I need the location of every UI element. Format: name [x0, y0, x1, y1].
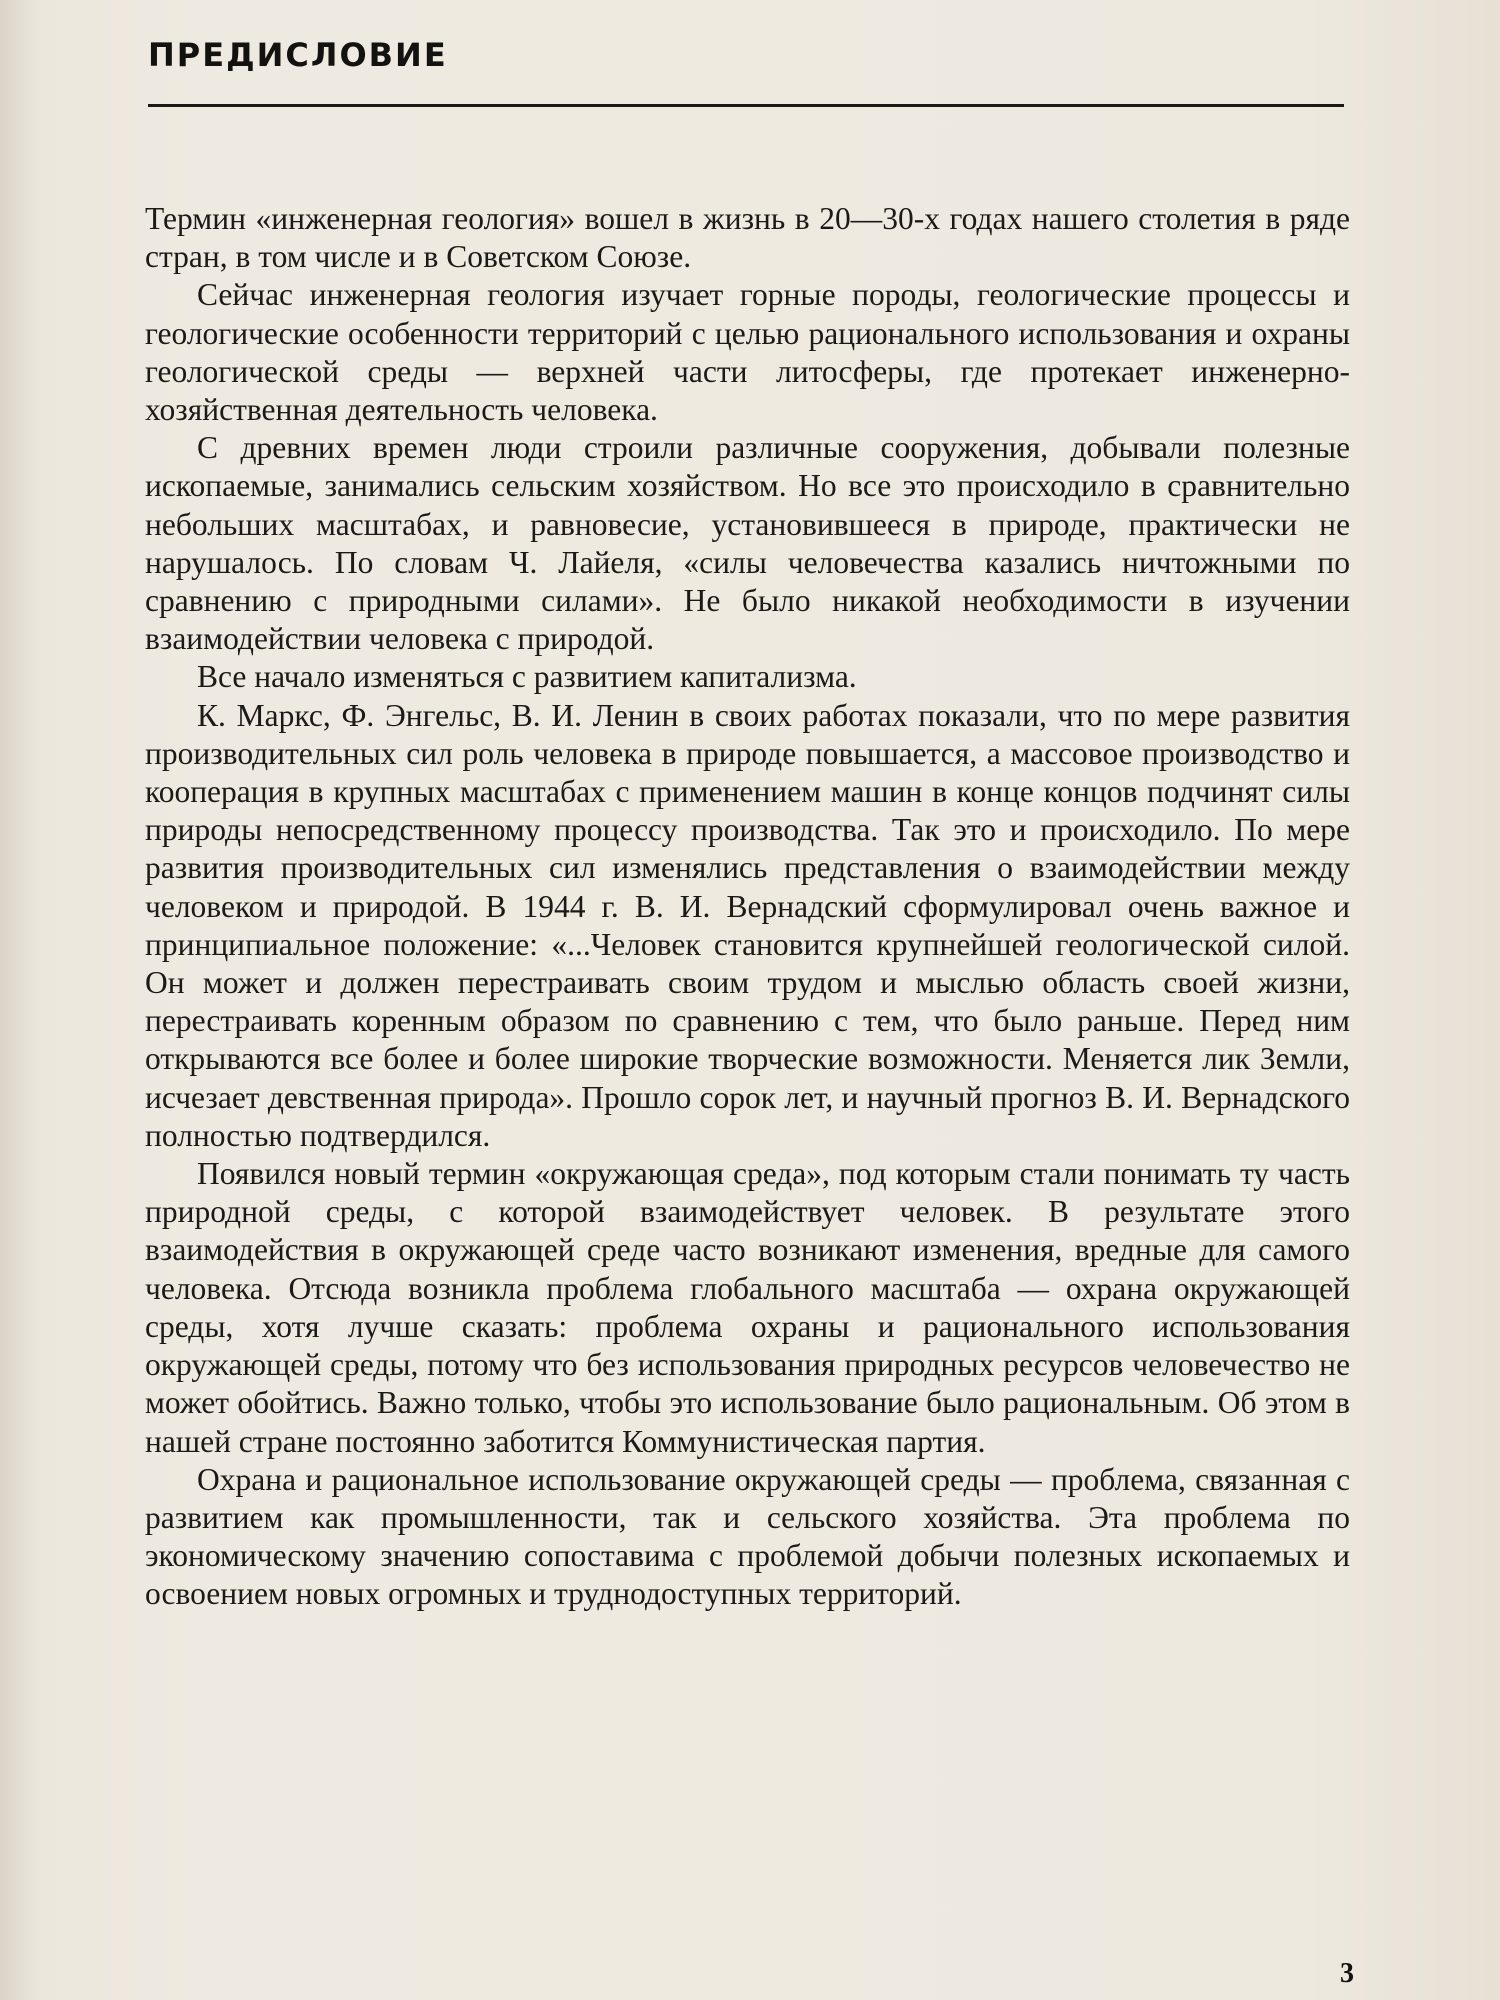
body-text	[145, 200, 1350, 1614]
paragraph: Охрана и рациональное использование окружающей среды — проблема, связанная с развитием как промышленности, так и сельского хозяйства. Эта проблема по экономическому значению сопоставима с проблемой добычи полезных ископаемых и освоением новых огромных и труднодоступных территорий.	[145, 1461, 1350, 1612]
paragraph: Все начало изменяться с развитием капитализма.	[197, 659, 857, 695]
paragraph: Термин «инженерная геология» вошел в жизнь в 20—30-х годах нашего столетия в ряде стран, в том числе и в Советском Союзе.	[145, 201, 1350, 275]
page-number: 3	[1340, 1958, 1354, 1989]
page-title: ПРЕДИСЛОВИЕ	[148, 36, 448, 74]
paragraph: Сейчас инженерная геология изучает горные породы, геологические процессы и геологические особенности территорий с целью рационального использования и охраны геологической среды — верхней части литосферы, где протекает инженерно-хозяйственная деятельность человека.	[145, 277, 1350, 428]
page-header	[148, 30, 1344, 107]
header-divider	[148, 104, 1344, 107]
paragraph: С древних времен люди строили различные сооружения, добывали полезные ископаемые, занимались сельским хозяйством. Но все это происходило в сравнительно небольших масштабах, и равновесие, установившееся в природе, практически не нарушалось. По словам Ч. Лайеля, «силы человечества казались ничтожными по сравнению с природными силами». Не было никакой необходимости в изучении взаимодействии человека с природой.	[145, 430, 1350, 657]
paragraph: К. Маркс, Ф. Энгельс, В. И. Ленин в своих работах показали, что по мере развития производительных сил роль человека в природе повышается, а массовое производство и кооперация в крупных масштабах с применением машин в конце концов подчинят силы природы непосредственному процессу производства. Так это и происходило. По мере развития производительных сил изменялись представления о взаимодействии между человеком и природой. В 1944 г. В. И. Вернадский сформулировал очень важное и принципиальное положение: «...Человек становится крупнейшей геологической силой. Он может и должен перестраивать своим трудом и мыслью область своей жизни, перестраивать коренным образом по сравнению с тем, что было раньше. Перед ним открываются все более и более широкие творческие возможности. Меняется лик Земли, исчезает девственная природа». Прошло сорок лет, и научный прогноз В. И. Вернадского полностью подтвердился.	[145, 697, 1350, 1153]
paragraph: Появился новый термин «окружающая среда», под которым стали понимать ту часть природной среды, с которой взаимодействует человек. В результате этого взаимодействия в окружающей среде часто возникают изменения, вредные для самого человека. Отсюда возникла проблема глобального масштаба — охрана окружающей среды, хотя лучше сказать: проблема охраны и рационального использования окружающей среды, потому что без использования природных ресурсов человечество не может обойтись. Важно только, чтобы это использование было рациональным. Об этом в нашей стране постоянно заботится Коммунистическая партия.	[145, 1156, 1350, 1459]
